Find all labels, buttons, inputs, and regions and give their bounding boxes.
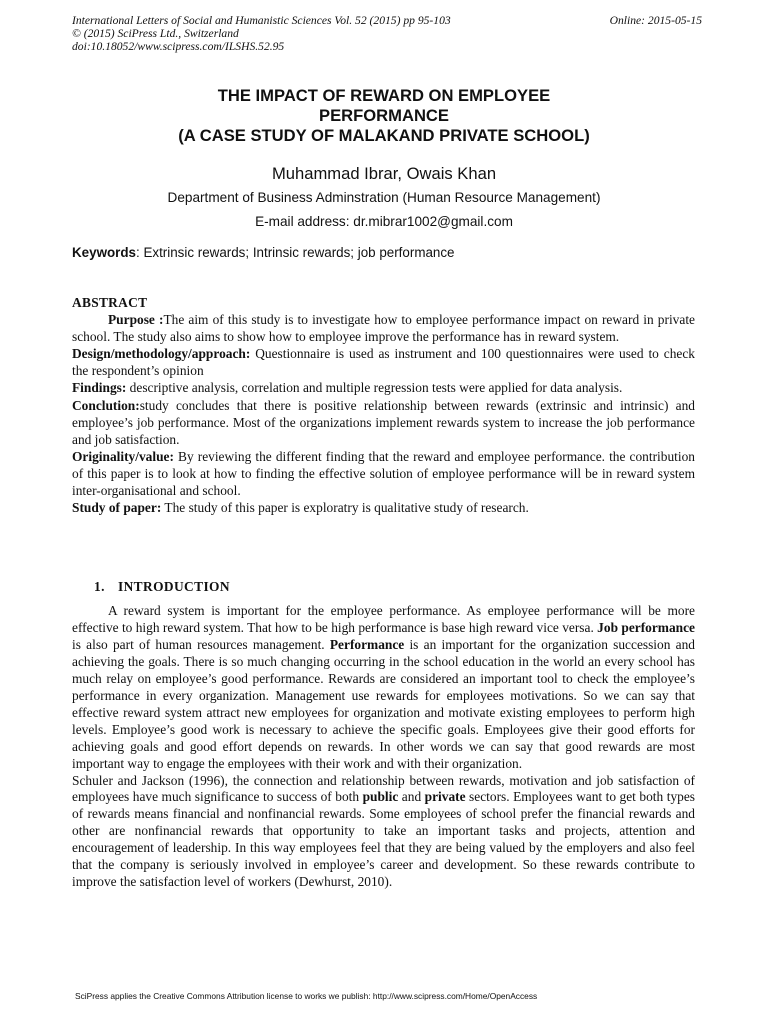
abstract-originality (72, 448, 695, 499)
online-date: Online: 2015-05-15 (609, 14, 702, 27)
conclusion-label: Conclution: (72, 397, 140, 413)
license-footer: SciPress applies the Creative Commons Attribution license to works we publish: http://www.scipress.com/Home/OpenAccess (75, 991, 538, 1001)
findings-text: descriptive analysis, correlation and multiple regression tests were applied for data analysis. (126, 380, 623, 396)
journal-citation: International Letters of Social and Humanistic Sciences Vol. 52 (2015) pp 95-103 (72, 14, 451, 27)
introduction-heading (94, 579, 230, 595)
author-names: Muhammad Ibrar, Owais Khan (271, 164, 497, 183)
paper-title (0, 86, 768, 146)
abstract-design (72, 345, 695, 379)
journal-header (72, 14, 702, 53)
abstract-heading: ABSTRACT (72, 295, 148, 310)
intro-paragraph-1 (72, 603, 695, 773)
copyright-line: © (2015) SciPress Ltd., Switzerland (72, 27, 239, 40)
intro-p2-bold-private: private (424, 789, 466, 805)
author-department: Department of Business Adminstration (Human Resource Management) (167, 190, 601, 205)
study-text: The study of this paper is exploratry is qualitative study of research. (161, 500, 529, 516)
design-text: Questionnaire is used as instrument and 100 questionnaires were used to check the respondent’s opinion (72, 346, 695, 379)
section-number: 1. (94, 579, 105, 594)
intro-p2-text-a: Schuler and Jackson (1996), the connection and relationship between rewards, motivation and job satisfaction of employees have much significance to success of both (72, 772, 695, 805)
conclusion-text: study concludes that there is positive relationship between rewards (extrinsic and intrinsic) and employee’s job performance. Most of the organizations implement rewards system to increase the job performance and job satisfaction. (72, 397, 695, 447)
purpose-text: The aim of this study is to investigate how to employee performance impact on reward in private school. The study also aims to show how to employee improve the performance has in reward system. (72, 312, 695, 345)
keywords-line (72, 245, 696, 260)
author-email: E-mail address: dr.mibrar1002@gmail.com (255, 214, 513, 229)
abstract-study (72, 499, 695, 516)
purpose-label: Purpose : (108, 312, 164, 328)
title-line-2: PERFORMANCE (319, 106, 449, 125)
abstract-findings (72, 379, 695, 396)
intro-p1-text-b: is also part of human resources management. (72, 636, 330, 652)
doi-line: doi:10.18052/www.scipress.com/ILSHS.52.95 (72, 40, 285, 53)
intro-paragraph-2 (72, 773, 695, 892)
intro-p1-bold-job-performance: Job performance (597, 619, 695, 635)
title-line-1: THE IMPACT OF REWARD ON EMPLOYEE (217, 86, 551, 105)
study-label: Study of paper: (72, 500, 162, 516)
keywords-text: : Extrinsic rewards; Intrinsic rewards; job performance (136, 245, 455, 260)
section-title: INTRODUCTION (118, 579, 230, 594)
introduction-body (72, 603, 695, 891)
abstract-purpose (72, 311, 695, 345)
originality-label: Originality/value: (72, 448, 174, 464)
intro-p2-text-c: sectors. Employees want to get both types of rewards means financial and nonfinancial rewards. Some employees of school prefer the financial rewards and other are nonfinancial rewards that opportunity to take an important tasks and projects, attention and encouragement of leadership. In this way employees feel that they are being valued by the employers and also feel that the company is seriously involved in employee’s career and development. So these rewards contribute to improve the satisfaction level of workers (Dewhurst, 2010). (72, 789, 695, 890)
intro-p1-bold-performance: Performance (329, 636, 405, 652)
design-label: Design/methodology/approach: (72, 346, 251, 362)
abstract-section (72, 294, 695, 516)
keywords-label: Keywords (72, 245, 136, 260)
title-line-3: (A CASE STUDY OF MALAKAND PRIVATE SCHOOL) (178, 126, 590, 145)
findings-label: Findings: (72, 380, 127, 396)
intro-p1-text-c: is an important for the organization succession and achieving the goals. There is so much changing occurring in the school education in the world an every school has much relay on employee’s good performance. Rewards are considered an important tool to check the employee’s performance in every organization. Management use rewards for employees motivations. So we can say that effective reward system attract new employees for organization and motivate existing employees to perform high levels. Employee’s good work is necessary to achieve the specific goals. Employees give their good efforts for achieving goals and good effort depends on rewards. In other words we can say that good rewards are most important way to engage the employees with their work and with their organization. (72, 636, 695, 771)
intro-p1-text-a: A reward system is important for the employee performance. As employee performance will be more effective to high reward system. That how to be high performance is base high reward vice versa. (72, 603, 695, 635)
originality-text: By reviewing the different finding that the reward and employee performance. the contribution of this paper is to look at how to finding the effective solution of employee performance will be in reward system inter-organisational and school. (72, 448, 695, 499)
abstract-conclusion (72, 397, 695, 448)
intro-p2-bold-public: public (362, 789, 399, 805)
intro-p2-text-b: and (398, 789, 425, 805)
